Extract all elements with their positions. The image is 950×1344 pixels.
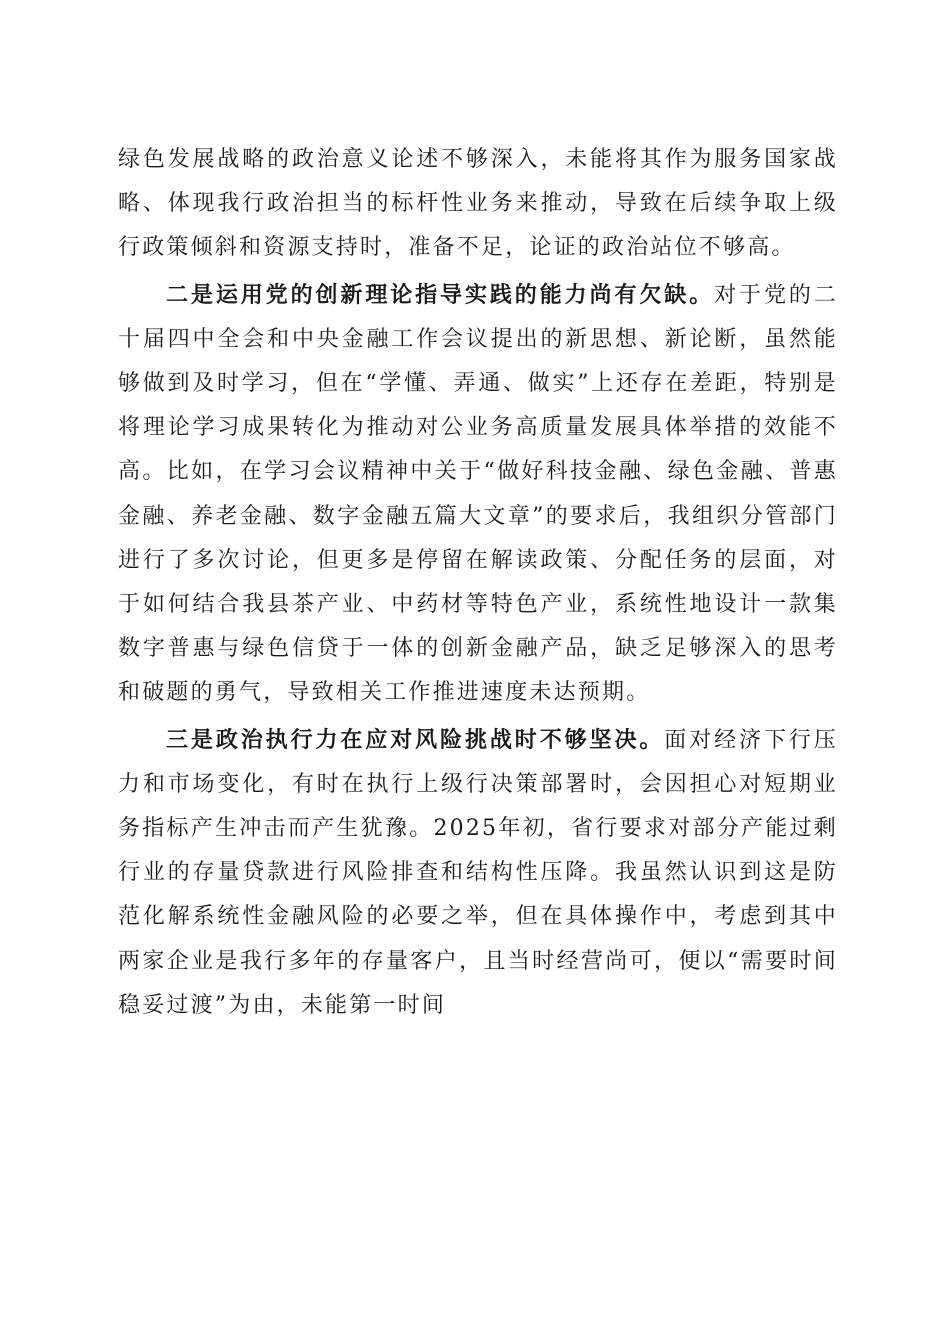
paragraph-point-two [118,273,838,716]
paragraph-3-text: 面对经济下行压力和市场变化，有时在执行上级行决策部署时，会因担心对短期业务指标产生冲击而产生犹豫。2025年初，省行要求对部分产能过剩行业的存量贷款进行风险排查和结构性压降。我虽然认识到这是防范化解系统性金融风险的必要之举，但在具体操作中，考虑到其中两家企业是我行多年的存量客户，且当时经营尚可，便以“需要时间稳妥过渡”为由，未能第一时间 [118,727,838,1018]
paragraph-2-lead: 二是运用党的创新理论指导实践的能力尚有欠缺。 [166,281,715,308]
document-body [118,138,838,1028]
paragraph-point-three [118,718,838,1028]
paragraph-continuation [118,138,838,271]
paragraph-1-text: 绿色发展战略的政治意义论述不够深入，未能将其作为服务国家战略、体现我行政治担当的标杆性业务来推动，导致在后续争取上级行政策倾斜和资源支持时，准备不足，论证的政治站位不够高。 [118,147,838,261]
paragraph-3-lead: 三是政治执行力在应对风险挑战时不够坚决。 [166,726,665,753]
paragraph-2-text: 对于党的二十届四中全会和中央金融工作会议提出的新思想、新论断，虽然能够做到及时学习，但在“学懂、弄通、做实”上还存在差距，特别是将理论学习成果转化为推动对公业务高质量发展具体举措的效能不高。比如，在学习会议精神中关于“做好科技金融、绿色金融、普惠金融、养老金融、数字金融五篇大文章”的要求后，我组织分管部门进行了多次讨论，但更多是停留在解读政策、分配任务的层面，对于如何结合我县茶产业、中药材等特色产业，系统性地设计一款集数字普惠与绿色信贷于一体的创新金融产品，缺乏足够深入的思考和破题的勇气，导致相关工作推进速度未达预期。 [118,282,838,706]
